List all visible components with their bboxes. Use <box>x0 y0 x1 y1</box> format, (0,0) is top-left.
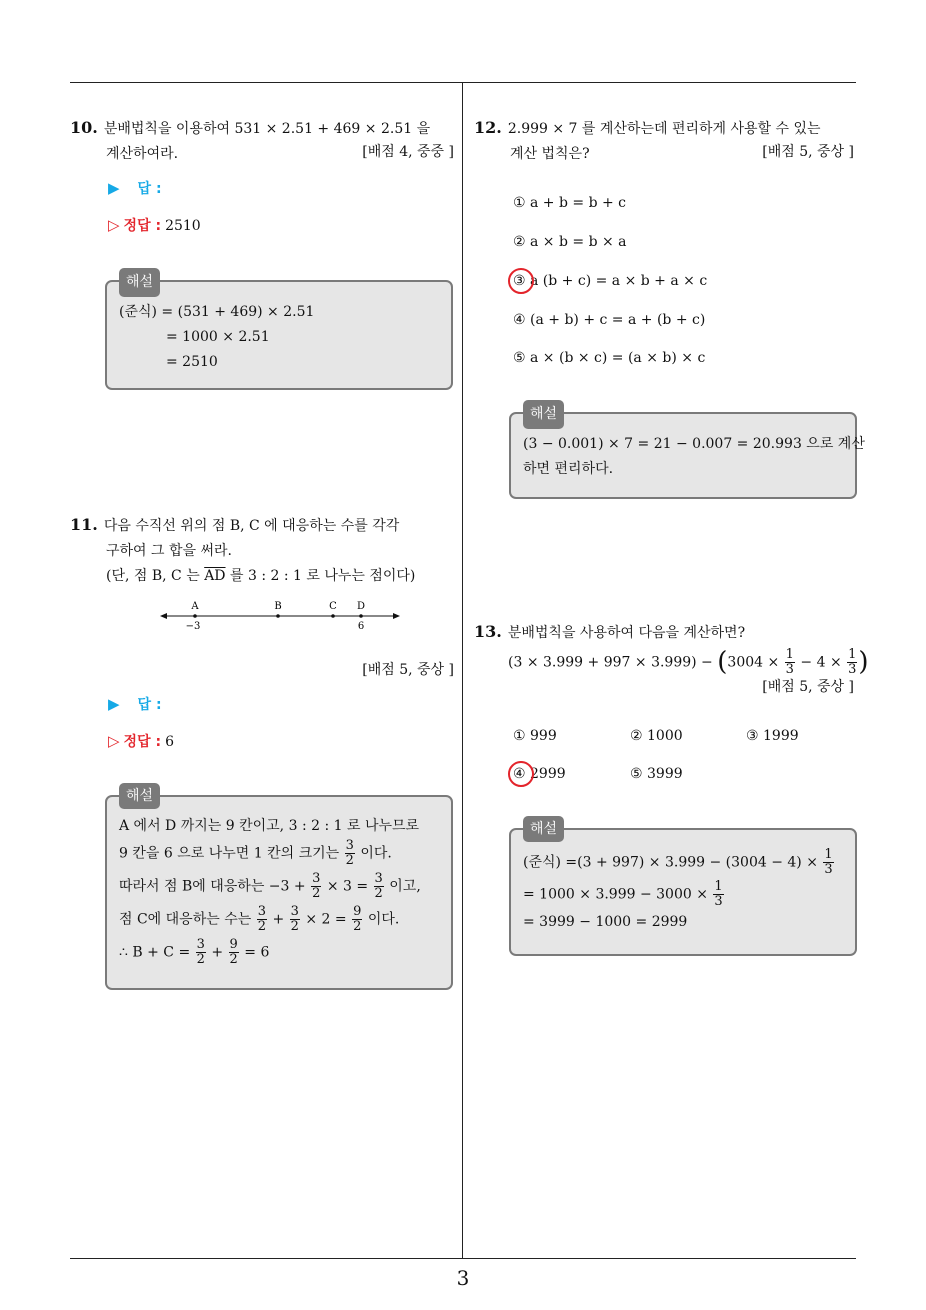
value-a: −3 <box>185 621 201 632</box>
score-label: [배점 5, 중상 ] <box>762 144 854 160</box>
option-1[interactable]: ① 999 <box>513 728 557 744</box>
expression-text: (3 × 3.999 + 997 × 3.999) − <box>508 654 713 671</box>
explanation-text: 점 C에 대응하는 수는 <box>119 911 252 928</box>
label-c: C <box>329 601 337 612</box>
play-icon: ▶ <box>108 179 120 197</box>
option-2[interactable]: ② 1000 <box>630 728 683 744</box>
fraction <box>823 848 833 877</box>
number-line <box>160 596 400 636</box>
explanation-text: = 6 <box>244 944 270 961</box>
explanation-line: 하면 편리하다. <box>523 461 614 477</box>
expression-text: 3004 × <box>727 654 780 671</box>
point-c <box>331 614 335 618</box>
fraction <box>374 872 384 901</box>
question-number: 11. <box>70 515 98 534</box>
fraction <box>311 872 321 901</box>
denominator: 2 <box>345 853 354 868</box>
paren-close: ) <box>858 647 869 677</box>
label-a: A <box>191 601 199 612</box>
option-1[interactable]: ① a + b = b + c <box>513 195 627 211</box>
fraction <box>847 648 857 677</box>
fraction <box>290 905 300 934</box>
explanation-tag: 해설 <box>119 268 160 297</box>
option-4[interactable]: ④ (a + b) + c = a + (b + c) <box>513 312 706 328</box>
correct-label: 정답 : <box>123 218 162 234</box>
explanation-line <box>119 905 439 934</box>
answer-row <box>108 694 162 714</box>
explanation-text: × 3 = <box>326 878 369 895</box>
question-text: 계산하여라. <box>106 146 179 162</box>
explanation-text: ∴ B + C = <box>119 944 191 961</box>
explanation-line: = 3999 − 1000 = 2999 <box>523 914 688 930</box>
triangle-icon: ▷ <box>108 732 120 750</box>
denominator: 3 <box>785 662 794 677</box>
correct-answer-row <box>108 731 174 751</box>
numerator: 1 <box>714 879 723 894</box>
option-5[interactable]: ⑤ 3999 <box>630 766 683 782</box>
numerator: 3 <box>290 904 299 919</box>
fraction <box>785 648 795 677</box>
question-text: (단, 점 B, C 는 <box>106 568 205 584</box>
option-5[interactable]: ⑤ a × (b × c) = (a × b) × c <box>513 350 706 366</box>
point-a <box>193 614 197 618</box>
answer-mark-circle <box>508 761 534 787</box>
triangle-icon: ▷ <box>108 216 120 234</box>
fraction <box>229 938 239 967</box>
question-number: 13. <box>474 622 502 641</box>
denominator: 2 <box>257 919 266 934</box>
answer-label: 답 : <box>137 697 162 713</box>
question-text: 구하여 그 합을 써라. <box>106 543 232 559</box>
question-number: 12. <box>474 118 502 137</box>
explanation-line <box>119 938 439 967</box>
explanation-tag: 해설 <box>119 783 160 809</box>
score-label: [배점 4, 중중 ] <box>362 144 454 160</box>
fraction <box>196 938 206 967</box>
question-13 <box>474 619 869 695</box>
fraction <box>713 880 723 909</box>
point-d <box>359 614 363 618</box>
numerator: 9 <box>229 937 238 952</box>
question-expression <box>474 647 869 677</box>
question-10 <box>70 115 454 167</box>
denominator: 3 <box>824 862 833 877</box>
fraction <box>257 905 267 934</box>
explanation-text: 이다. <box>360 845 392 862</box>
explanation-text: + <box>272 911 285 928</box>
point-b <box>276 614 280 618</box>
numerator: 1 <box>824 847 833 862</box>
question-text: 분배법칙을 사용하여 다음을 계산하면? <box>507 625 746 641</box>
question-text: 분배법칙을 이용하여 531 × 2.51 + 469 × 2.51 을 <box>103 121 431 137</box>
explanation-line: (3 − 0.001) × 7 = 21 − 0.007 = 20.993 으로 계산 <box>523 436 865 452</box>
numerator: 1 <box>785 647 794 662</box>
question-11 <box>70 512 454 589</box>
explanation-line <box>523 880 843 909</box>
numerator: 9 <box>353 904 362 919</box>
denominator: 2 <box>353 919 362 934</box>
score-label: [배점 5, 중상 ] <box>362 662 454 678</box>
denominator: 3 <box>848 662 857 677</box>
explanation-text: 따라서 점 B에 대응하는 −3 + <box>119 878 306 895</box>
question-text: 를 3 : 2 : 1 로 나누는 점이다) <box>225 568 416 584</box>
correct-value: 2510 <box>165 218 201 234</box>
paren-open: ( <box>717 647 728 677</box>
play-icon: ▶ <box>108 695 120 713</box>
numerator: 3 <box>312 871 321 886</box>
explanation-text: + <box>211 944 224 961</box>
correct-label: 정답 : <box>123 734 162 750</box>
option-4[interactable]: ④ 2999 <box>513 766 566 782</box>
denominator: 2 <box>196 952 205 967</box>
denominator: 3 <box>714 894 723 909</box>
explanation-line: = 2510 <box>166 354 218 370</box>
explanation-box <box>509 821 857 956</box>
score-label: [배점 5, 중상 ] <box>762 679 854 695</box>
question-text: 다음 수직선 위의 점 B, C 에 대응하는 수를 각각 <box>103 518 400 534</box>
explanation-tag: 해설 <box>523 400 564 429</box>
explanation-text: = 1000 × 3.999 − 3000 × <box>523 886 708 903</box>
correct-answer-row <box>108 215 201 235</box>
segment-ad: $\overline{AD}$ <box>204 568 226 584</box>
numerator: 3 <box>257 904 266 919</box>
denominator: 2 <box>374 886 383 901</box>
answer-mark-circle <box>508 268 534 294</box>
answer-row <box>108 178 162 198</box>
explanation-line <box>119 839 439 868</box>
denominator: 2 <box>290 919 299 934</box>
option-3[interactable]: ③ 1999 <box>746 728 799 744</box>
page-number: 3 <box>456 1266 470 1290</box>
fraction <box>352 905 362 934</box>
label-d: D <box>356 601 366 612</box>
explanation-line: = 1000 × 2.51 <box>166 329 270 345</box>
denominator: 2 <box>229 952 238 967</box>
explanation-line: (준식) = (531 + 469) × 2.51 <box>119 304 315 320</box>
numerator: 3 <box>374 871 383 886</box>
question-text: 2.999 × 7 를 계산하는데 편리하게 사용할 수 있는 <box>507 121 821 137</box>
label-b: B <box>274 601 282 612</box>
bottom-rule <box>70 1258 856 1259</box>
explanation-text: 이다. <box>367 911 400 928</box>
top-rule <box>70 82 856 83</box>
option-2[interactable]: ② a × b = b × a <box>513 234 627 250</box>
denominator: 2 <box>312 886 321 901</box>
fraction <box>345 839 355 868</box>
explanation-line <box>119 872 439 901</box>
explanation-text: 9 칸을 6 으로 나누면 1 칸의 크기는 <box>119 845 340 862</box>
explanation-text: 이고, <box>389 878 421 895</box>
explanation-box <box>105 788 453 990</box>
explanation-line: A 에서 D 까지는 9 칸이고, 3 : 2 : 1 로 나누므로 <box>119 818 420 834</box>
question-text: 계산 법칙은? <box>510 146 590 162</box>
explanation-text: (준식) =(3 + 997) × 3.999 − (3004 − 4) × <box>523 854 818 871</box>
column-divider <box>462 83 463 1259</box>
explanation-box <box>509 406 865 499</box>
question-number: 10. <box>70 118 98 137</box>
option-3[interactable]: ③ a (b + c) = a × b + a × c <box>513 273 708 289</box>
explanation-line <box>523 848 843 877</box>
explanation-box <box>105 274 453 390</box>
value-d: 6 <box>357 621 365 632</box>
answer-label: 답 : <box>137 181 162 197</box>
numerator: 3 <box>345 838 354 853</box>
expression-text: − 4 × <box>800 654 842 671</box>
question-12 <box>474 115 854 167</box>
numerator: 3 <box>196 937 205 952</box>
explanation-text: × 2 = <box>305 911 347 928</box>
correct-value: 6 <box>165 734 174 750</box>
numerator: 1 <box>848 647 857 662</box>
explanation-tag: 해설 <box>523 816 564 842</box>
